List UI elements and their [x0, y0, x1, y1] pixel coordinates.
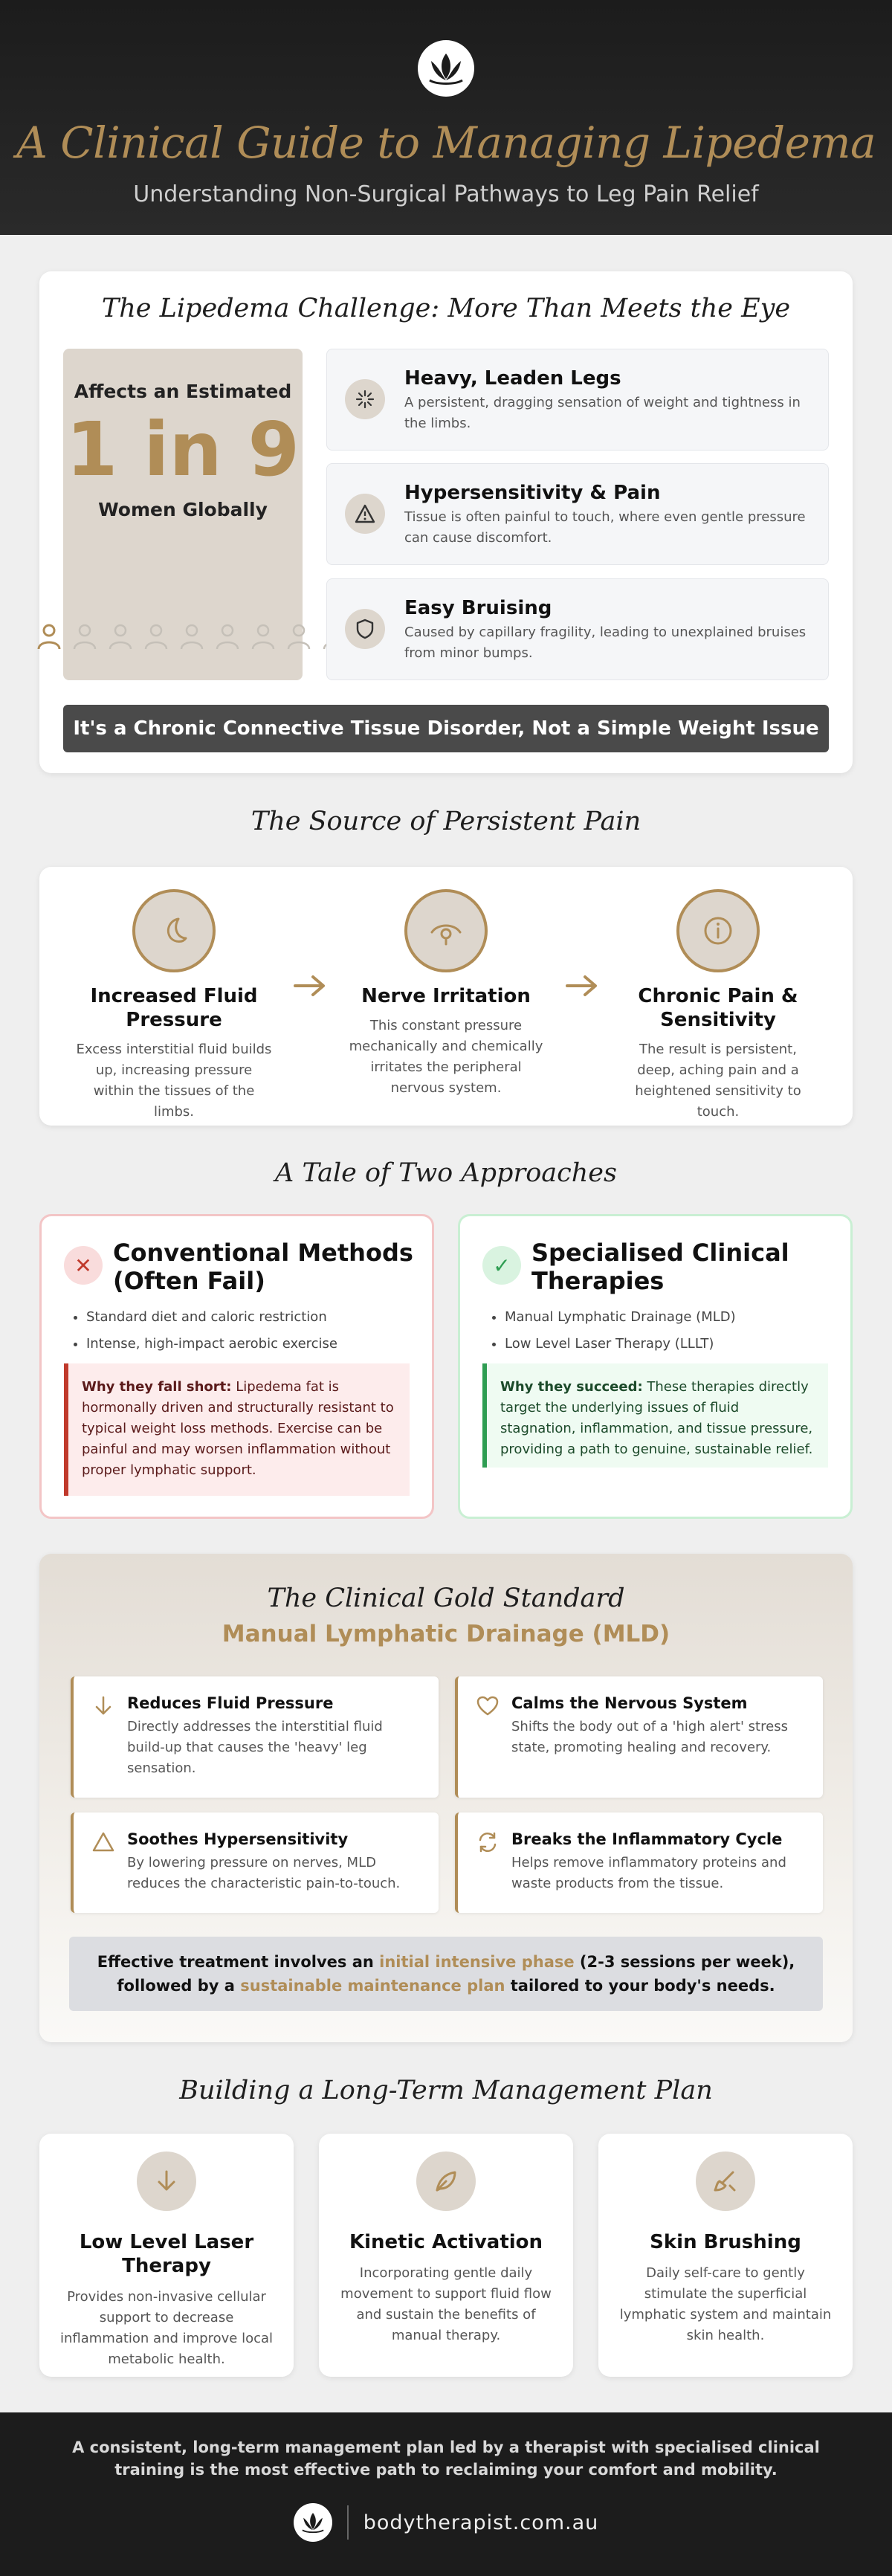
approach-note: [482, 1363, 828, 1468]
person-icon: [179, 624, 204, 651]
treatment-summary: [69, 1937, 823, 2011]
source-title: The Source of Persistent Pain: [251, 807, 641, 836]
person-icon: [108, 624, 133, 651]
stat-top-label: Affects an Estimated: [74, 381, 292, 402]
warning-icon: [345, 494, 385, 534]
benefit-text: Directly addresses the interstitial fluid build-up that causes the 'heavy' leg sensation.: [127, 1719, 383, 1776]
gold-title: The Clinical Gold Standard: [267, 1584, 625, 1613]
plan-item-text: Daily self-care to gently stimulate the superficial lymphatic system and maintain skin health.: [619, 2265, 832, 2343]
plan-item-title: Skin Brushing: [650, 2231, 801, 2253]
stat-bottom-label: Women Globally: [98, 499, 268, 520]
benefit-title: Breaks the Inflammatory Cycle: [511, 1830, 783, 1848]
website-link[interactable]: bodytherapist.com.au: [363, 2511, 599, 2534]
note-lead: Why they fall short:: [82, 1379, 232, 1395]
treatment-highlight: sustainable maintenance plan: [240, 1977, 505, 1995]
benefit-title: Soothes Hypersensitivity: [127, 1830, 349, 1848]
process-step: [62, 867, 285, 1123]
approach-list: [86, 1304, 417, 1358]
approaches-title: A Tale of Two Approaches: [275, 1158, 617, 1188]
plan-item-text: Provides non-invasive cellular support to decrease inflammation and improve local metabolic health.: [59, 2289, 274, 2367]
cycle-icon: [476, 1830, 500, 1854]
footer-brand: [0, 2503, 892, 2542]
page-title: A Clinical Guide to Managing Lipedema: [16, 117, 876, 168]
symptom-card: [326, 463, 829, 565]
person-icon: [251, 624, 276, 651]
triangle-icon: [91, 1830, 115, 1854]
plan-card: [39, 2134, 294, 2377]
step-title: Chronic Pain & Sensitivity: [638, 985, 798, 1031]
footer-message: A consistent, long-term management plan led by a therapist with specialised clinical training is the most effective path to reclaiming your comfort and mobility.: [72, 2438, 820, 2479]
specialised-therapies-card: [458, 1214, 853, 1519]
arrow-right-icon: [292, 972, 328, 999]
checkmark-icon: ✓: [482, 1246, 521, 1285]
note-text: These therapies directly target the underlying issues of fluid stagnation, inflammation, and tissue pressure, providing a path to genuine, sustainable relief.: [500, 1379, 813, 1457]
symptom-title: Easy Bruising: [404, 597, 552, 619]
plan-item-title: Kinetic Activation: [349, 2231, 543, 2253]
person-icon-highlighted: [36, 624, 62, 651]
benefit-card: [455, 1812, 823, 1913]
arrow-down-icon: [91, 1694, 115, 1718]
treatment-text: (2-3 sessions per week), followed by a: [117, 1953, 795, 1995]
person-icon: [143, 624, 169, 651]
challenge-card: [39, 271, 853, 773]
step-text: The result is persistent, deep, aching pain and a heightened sensitivity to touch.: [635, 1042, 801, 1120]
treatment-text: Effective treatment involves an: [97, 1953, 380, 1971]
symptom-title: Heavy, Leaden Legs: [404, 367, 621, 390]
plan-title: Building a Long-Term Management Plan: [179, 2076, 713, 2105]
approach-title: Conventional Methods (Often Fail): [113, 1239, 413, 1295]
step-title: Increased Fluid Pressure: [90, 985, 258, 1031]
arrow-down-icon: [137, 2151, 196, 2211]
benefit-card: [71, 1812, 439, 1913]
gold-standard-card: [39, 1554, 853, 2042]
source-card: [39, 867, 853, 1126]
treatment-text: tailored to your body's needs.: [505, 1977, 775, 1995]
nerve-eye-icon: [404, 889, 488, 972]
benefit-card: [455, 1676, 823, 1798]
symptom-text: A persistent, dragging sensation of weight and tightness in the limbs.: [404, 395, 801, 431]
header: [0, 0, 892, 235]
step-text: This constant pressure mechanically and chemically irritates the peripheral nervous system.: [349, 1018, 543, 1096]
person-icon: [215, 624, 240, 651]
conventional-methods-card: [39, 1214, 434, 1519]
benefit-text: Helps remove inflammatory proteins and waste products from the tissue.: [511, 1855, 786, 1891]
plan-item-text: Incorporating gentle daily movement to support fluid flow and sustain the benefits of manual therapy.: [340, 2265, 552, 2343]
sparkle-icon: [345, 379, 385, 419]
approach-title: Specialised Clinical Therapies: [531, 1239, 789, 1295]
plan-item-title: Low Level Laser Therapy: [79, 2231, 254, 2277]
list-item: • Manual Lymphatic Drainage (MLD): [505, 1304, 836, 1331]
step-title: Nerve Irritation: [361, 985, 531, 1007]
symptom-title: Hypersensitivity & Pain: [404, 482, 661, 504]
process-step: [607, 867, 830, 1123]
close-icon: ✕: [64, 1246, 103, 1285]
note-text: Lipedema fat is hormonally driven and structurally resistant to typical weight loss methods. Exercise can be painful and may worsen inflammation without proper lymphatic support.: [82, 1379, 394, 1478]
footer: [0, 2412, 892, 2576]
list-item: • Intense, high-impact aerobic exercise: [86, 1331, 417, 1358]
lotus-logo-icon: [418, 40, 474, 97]
heart-icon: [476, 1694, 500, 1718]
people-pictogram: [36, 624, 347, 651]
person-icon: [286, 624, 311, 651]
brush-icon: [696, 2151, 755, 2211]
benefit-title: Calms the Nervous System: [511, 1694, 748, 1712]
step-text: Excess interstitial fluid builds up, increasing pressure within the tissues of the limbs.: [76, 1042, 272, 1120]
info-icon: [676, 889, 760, 972]
page-subtitle: Understanding Non-Surgical Pathways to Leg Pain Relief: [133, 181, 759, 207]
symptom-text: Tissue is often painful to touch, where even gentle pressure can cause discomfort.: [404, 509, 806, 546]
note-lead: Why they succeed:: [500, 1379, 643, 1395]
symptom-text: Caused by capillary fragility, leading to unexplained bruises from minor bumps.: [404, 624, 807, 661]
benefit-title: Reduces Fluid Pressure: [127, 1694, 334, 1712]
stat-value: 1 in 9: [65, 406, 300, 493]
person-icon: [72, 624, 97, 651]
gold-subtitle: Manual Lymphatic Drainage (MLD): [222, 1621, 670, 1647]
plan-card: [598, 2134, 853, 2377]
shield-icon: [345, 609, 385, 649]
symptom-card: [326, 578, 829, 680]
challenge-title: The Lipedema Challenge: More Than Meets the Eye: [101, 294, 791, 323]
approach-list: [505, 1304, 836, 1358]
benefit-card: [71, 1676, 439, 1798]
leaf-icon: [416, 2151, 476, 2211]
benefit-text: By lowering pressure on nerves, MLD reduces the characteristic pain-to-touch.: [127, 1855, 401, 1891]
disorder-banner: It's a Chronic Connective Tissue Disorder, Not a Simple Weight Issue: [63, 705, 829, 752]
list-item: • Standard diet and caloric restriction: [86, 1304, 417, 1331]
divider: [347, 2505, 349, 2540]
symptom-card: [326, 349, 829, 451]
approach-note: [64, 1363, 410, 1496]
treatment-highlight: initial intensive phase: [379, 1953, 575, 1971]
arrow-right-icon: [564, 972, 600, 999]
list-item: • Low Level Laser Therapy (LLLT): [505, 1331, 836, 1358]
plan-card: [319, 2134, 573, 2377]
moon-icon: [132, 889, 216, 972]
lotus-logo-icon: [294, 2503, 332, 2542]
process-step: [334, 867, 558, 1099]
benefit-text: Shifts the body out of a 'high alert' stress state, promoting healing and recovery.: [511, 1719, 788, 1755]
prevalence-stat: [63, 349, 303, 680]
